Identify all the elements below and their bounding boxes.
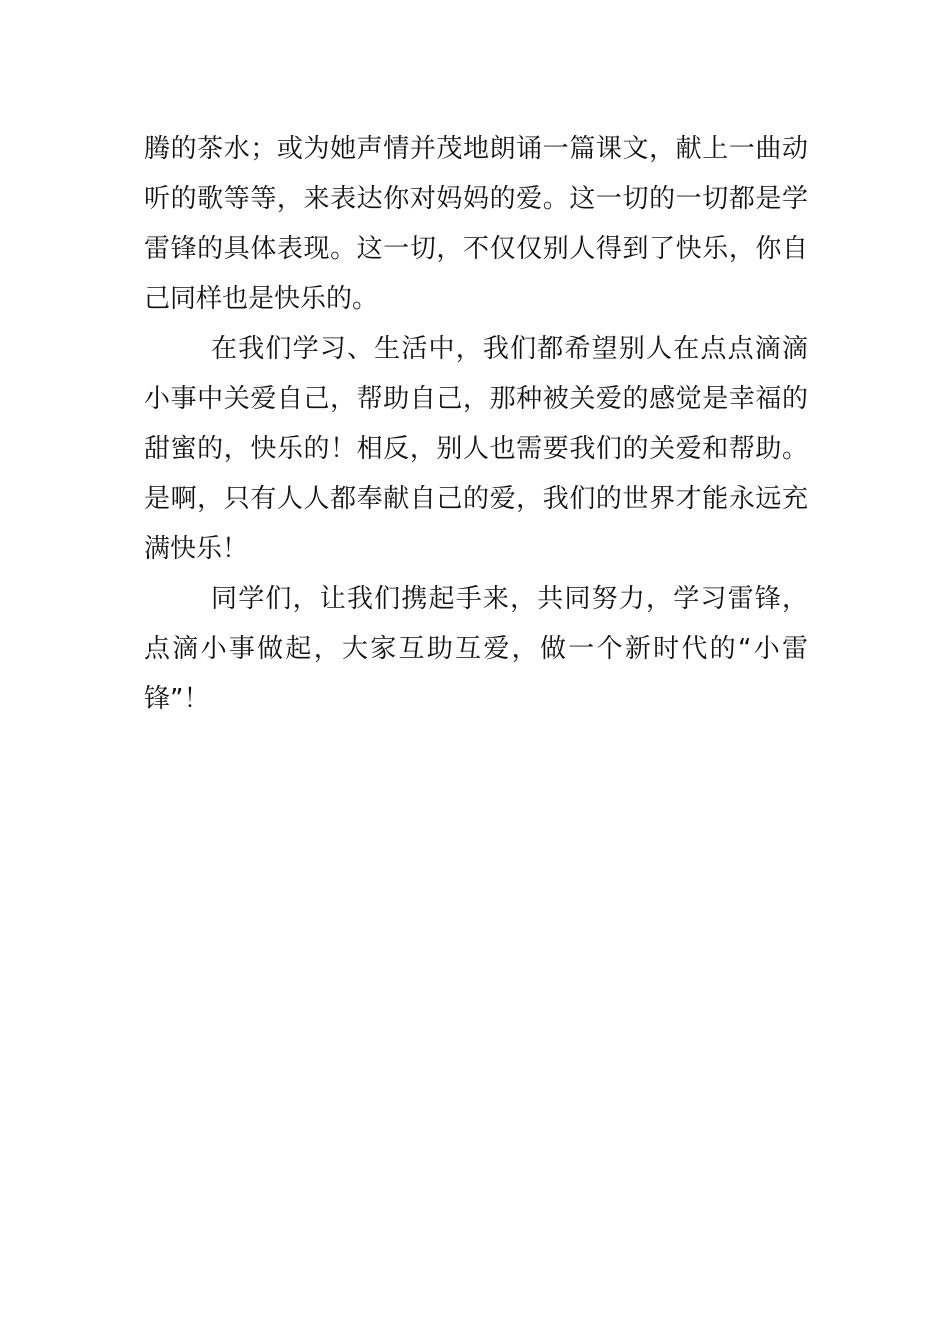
text-line: 腾的茶水；或为她声情并茂地朗诵一篇课文，献上一曲动 [144, 134, 808, 164]
paragraph-3 [144, 574, 808, 724]
paragraph-1 [144, 124, 808, 324]
text-line: 锋”！ [144, 684, 210, 714]
text-line: 在我们学习、生活中，我们都希望别人在点点滴滴 [211, 334, 808, 364]
body-text [144, 124, 808, 724]
text-line: 雷锋的具体表现。这一切，不仅仅别人得到了快乐，你自 [144, 234, 808, 264]
text-line: 点滴小事做起，大家互助互爱，做一个新时代的“小雷 [144, 634, 808, 664]
text-line: 满快乐！ [144, 534, 249, 564]
text-line: 小事中关爱自己，帮助自己，那种被关爱的感觉是幸福的 [144, 384, 808, 414]
text-line: 听的歌等等，来表达你对妈妈的爱。这一切的一切都是学 [144, 184, 808, 214]
paragraph-2 [144, 324, 808, 574]
text-line: 己同样也是快乐的。 [144, 284, 379, 314]
text-line: 甜蜜的，快乐的！相反，别人也需要我们的关爱和帮助。 [144, 434, 808, 464]
text-line: 是啊，只有人人都奉献自己的爱，我们的世界才能永远充 [144, 484, 808, 514]
text-line: 同学们，让我们携起手来，共同努力，学习雷锋， [211, 584, 808, 614]
